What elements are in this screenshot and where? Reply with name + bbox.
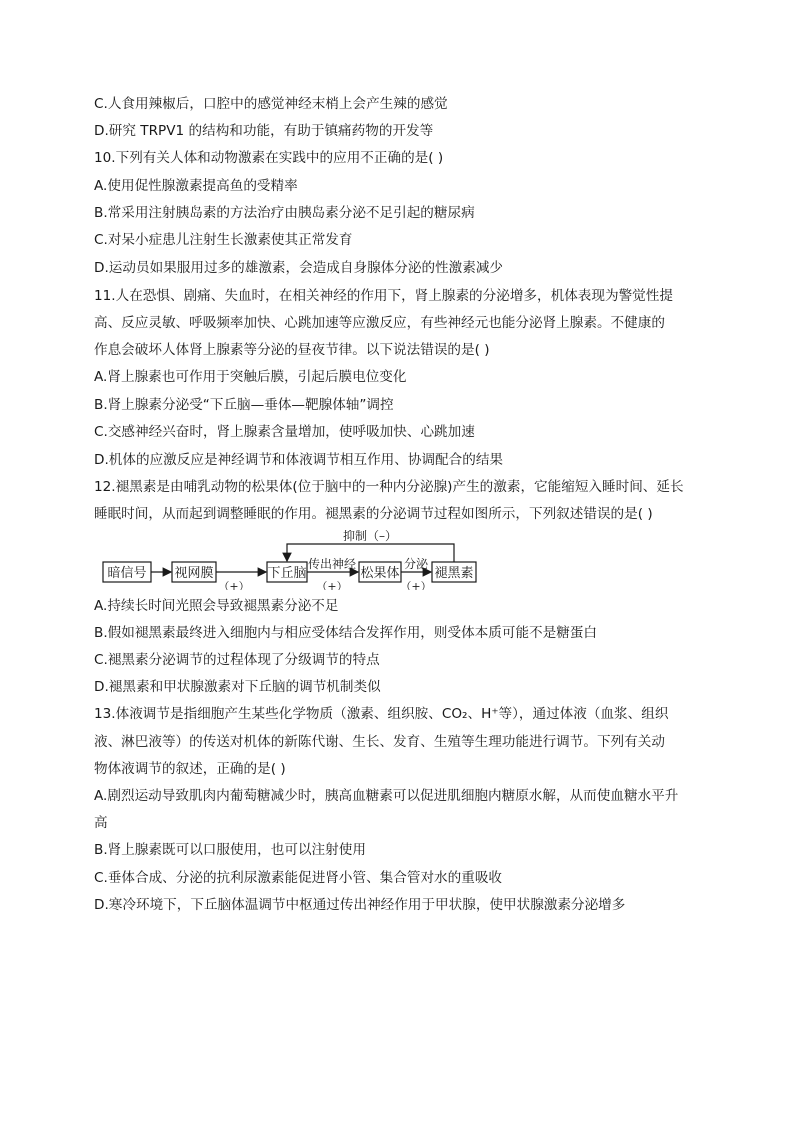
option-d-q11: D.机体的应激反应是神经调节和体液调节相互作用、协调配合的结果 [94,452,504,468]
melatonin-regulation-diagram [100,530,500,590]
option-c-q10: C.对呆小症患儿注射生长激素使其正常发育 [94,232,353,248]
option-a-q13-line2: 高 [94,815,108,831]
edge-label-hypothalamus-plus: （+） [316,580,348,590]
option-b-q10: B.常采用注射胰岛素的方法治疗由胰岛素分泌不足引起的糖尿病 [94,205,475,221]
feedback-label: 抑制（–） [342,530,398,543]
option-d-q10: D.运动员如果服用过多的雄激素，会造成自身腺体分泌的性激素减少 [94,260,504,276]
question-13-stem-line3: 物体液调节的叙述，正确的是( ) [94,761,286,777]
node-retina-label: 视网膜 [174,566,214,581]
edge-label-efferent-nerve: 传出神经 [307,557,357,571]
question-11-stem-line1: 11.人在恐惧、剧痛、失血时，在相关神经的作用下，肾上腺素的分泌增多，机体表现为警觉性提 [94,288,673,304]
question-11-stem-line2: 高、反应灵敏、呼吸频率加快、心跳加速等应激反应，有些神经元也能分泌肾上腺素。不健康的 [94,315,665,331]
option-b-q13: B.肾上腺素既可以口服使用，也可以注射使用 [94,842,366,858]
option-a-q12: A.持续长时间光照会导致褪黑素分泌不足 [94,598,339,614]
question-10-stem: 10.下列有关人体和动物激素在实践中的应用不正确的是( ) [94,150,444,166]
option-d-q12: D.褪黑素和甲状腺激素对下丘脑的调节机制类似 [94,679,381,695]
node-dark-signal-label: 暗信号 [107,566,147,581]
option-a-q13-line1: A.剧烈运动导致肌肉内葡萄糖减少时，胰高血糖素可以促进肌细胞内糖原水解，从而使血糖水平升 [94,788,679,804]
node-pineal [359,562,401,582]
question-11-stem-line3: 作息会破坏人体肾上腺素等分泌的昼夜节律。以下说法错误的是( ) [94,342,490,358]
option-a-q10: A.使用促性腺激素提高鱼的受精率 [94,178,298,194]
node-retina [172,562,216,582]
edge-label-pineal-plus: （+） [400,580,432,590]
node-dark-signal [103,562,151,582]
option-b-q12: B.假如褪黑素最终进入细胞内与相应受体结合发挥作用，则受体本质可能不是糖蛋白 [94,625,598,641]
option-c-q9: C.人食用辣椒后，口腔中的感觉神经末梢上会产生辣的感觉 [94,96,448,112]
option-c-q12: C.褪黑素分泌调节的过程体现了分级调节的特点 [94,652,380,668]
edge-label-secretion: 分泌 [403,557,429,571]
question-13-stem-line2: 液、淋巴液等）的传送对机体的新陈代谢、生长、发育、生殖等生理功能进行调节。下列有关动 [94,734,665,750]
node-hypothalamus [267,562,307,582]
option-d-q9: D.研究 TRPV1 的结构和功能，有助于镇痛药物的开发等 [94,123,434,139]
option-c-q13: C.垂体合成、分泌的抗利尿激素能促进肾小管、集合管对水的重吸收 [94,870,503,886]
option-c-q11: C.交感神经兴奋时，肾上腺素含量增加，使呼吸加快、心跳加速 [94,424,475,440]
question-13-stem-line1: 13.体液调节是指细胞产生某些化学物质（激素、组织胺、CO₂、H⁺等），通过体液（血浆、组织 [94,706,669,722]
node-pineal-label: 松果体 [360,566,400,581]
question-12-stem-line1: 12.褪黑素是由哺乳动物的松果体(位于脑中的一种内分泌腺)产生的激素，它能缩短入睡时间、延长 [94,479,684,495]
option-a-q11: A.肾上腺素也可作用于突触后膜，引起后膜电位变化 [94,369,407,385]
option-d-q13: D.寒冷环境下，下丘脑体温调节中枢通过传出神经作用于甲状腺，使甲状腺激素分泌增多 [94,897,626,913]
option-b-q11: B.肾上腺素分泌受“下丘脑—垂体—靶腺体轴”调控 [94,397,394,413]
node-melatonin-label: 褪黑素 [434,566,474,581]
edge-label-retina-plus: （+） [218,580,250,590]
node-melatonin [432,562,476,582]
node-hypothalamus-label: 下丘脑 [267,566,307,581]
question-12-stem-line2: 睡眠时间，从而起到调整睡眠的作用。褪黑素的分泌调节过程如图所示，下列叙述错误的是( ) [94,506,653,522]
